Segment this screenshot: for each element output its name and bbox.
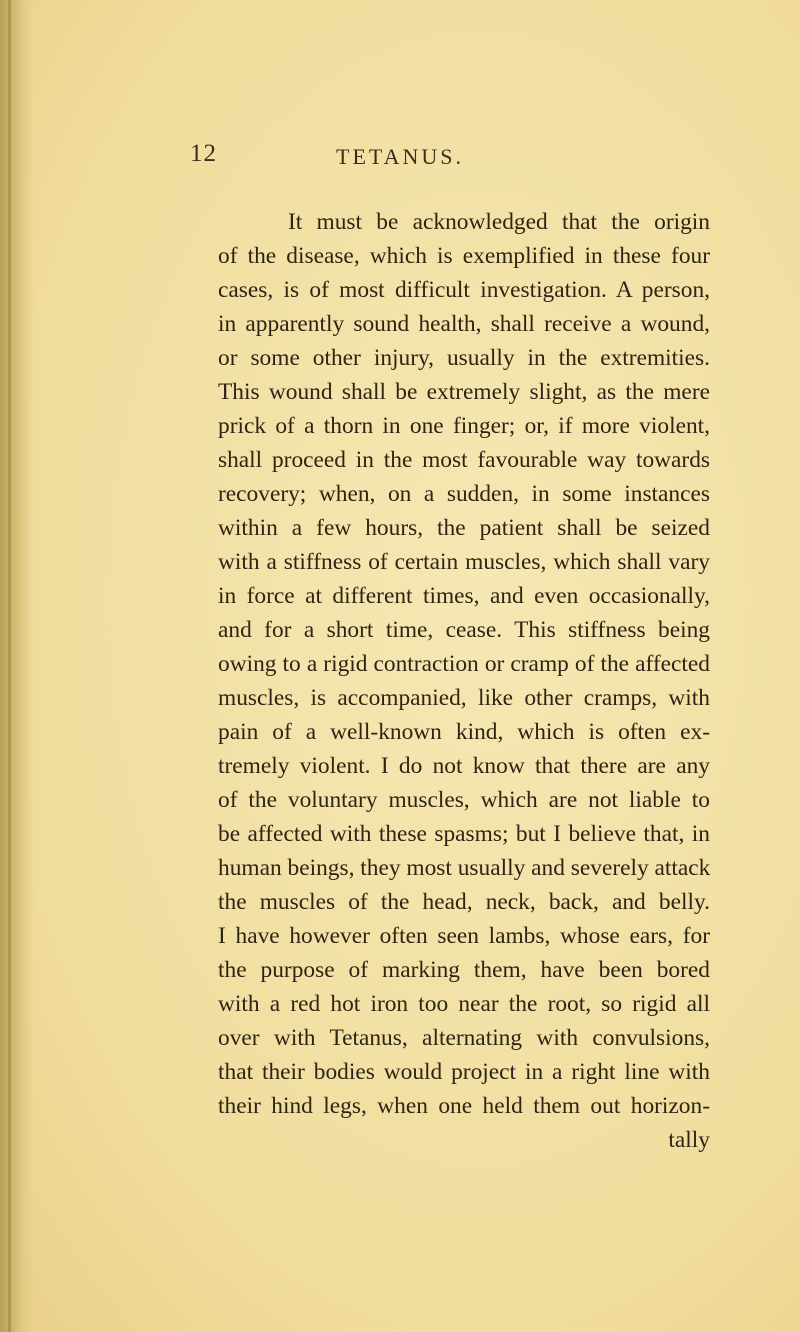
text-line: and for a short time, cease. This stiffness being	[218, 617, 710, 643]
text-line: This wound shall be extremely slight, as the mere	[218, 379, 710, 405]
text-line: recovery; when, on a sudden, in some instances	[218, 481, 710, 507]
text-line: human beings, they most usually and severely attack	[218, 855, 711, 881]
page-header	[0, 140, 800, 180]
text-line: the muscles of the head, neck, back, and belly.	[218, 889, 710, 915]
text-line: in apparently sound health, shall receive a wound,	[218, 311, 710, 337]
text-line: that their bodies would project in a right line with	[218, 1059, 710, 1085]
text-line: with a red hot iron too near the root, so rigid all	[218, 991, 710, 1017]
text-line: shall proceed in the most favourable way towards	[218, 447, 710, 473]
text-line: of the voluntary muscles, which are not liable to	[218, 787, 710, 813]
text-line: in force at different times, and even occasionally,	[218, 583, 710, 609]
text-line: over with Tetanus, alternating with convulsions,	[218, 1025, 710, 1051]
text-line: their hind legs, when one held them out horizon-	[218, 1093, 710, 1119]
text-line: cases, is of most difficult investigation. A person,	[218, 277, 710, 303]
text-line: tremely violent. I do not know that there are any	[218, 753, 710, 779]
text-line: with a stiffness of certain muscles, which shall vary	[218, 549, 710, 575]
gutter-shadow-line	[8, 0, 11, 1332]
body-paragraph	[218, 205, 710, 1157]
binding-gutter	[0, 0, 34, 1332]
catchword: tally	[668, 1127, 710, 1153]
text-line: I have however often seen lambs, whose ears, for	[218, 923, 710, 949]
page-number: 12	[190, 140, 217, 167]
text-line: be affected with these spasms; but I believe that, in	[218, 821, 710, 847]
running-head: TETANUS.	[336, 144, 464, 169]
text-line: pain of a well-known kind, which is often ex-	[218, 719, 710, 745]
text-line: the purpose of marking them, have been bored	[218, 957, 710, 983]
text-line: muscles, is accompanied, like other cramps, with	[218, 685, 710, 711]
text-line: owing to a rigid contraction or cramp of the affected	[218, 651, 710, 677]
text-line: within a few hours, the patient shall be seized	[218, 515, 710, 541]
text-line: prick of a thorn in one finger; or, if more violent,	[218, 413, 710, 439]
text-line: or some other injury, usually in the extremities.	[218, 345, 710, 371]
text-line: It must be acknowledged that the origin	[288, 209, 710, 235]
text-line: of the disease, which is exemplified in these four	[218, 243, 710, 269]
